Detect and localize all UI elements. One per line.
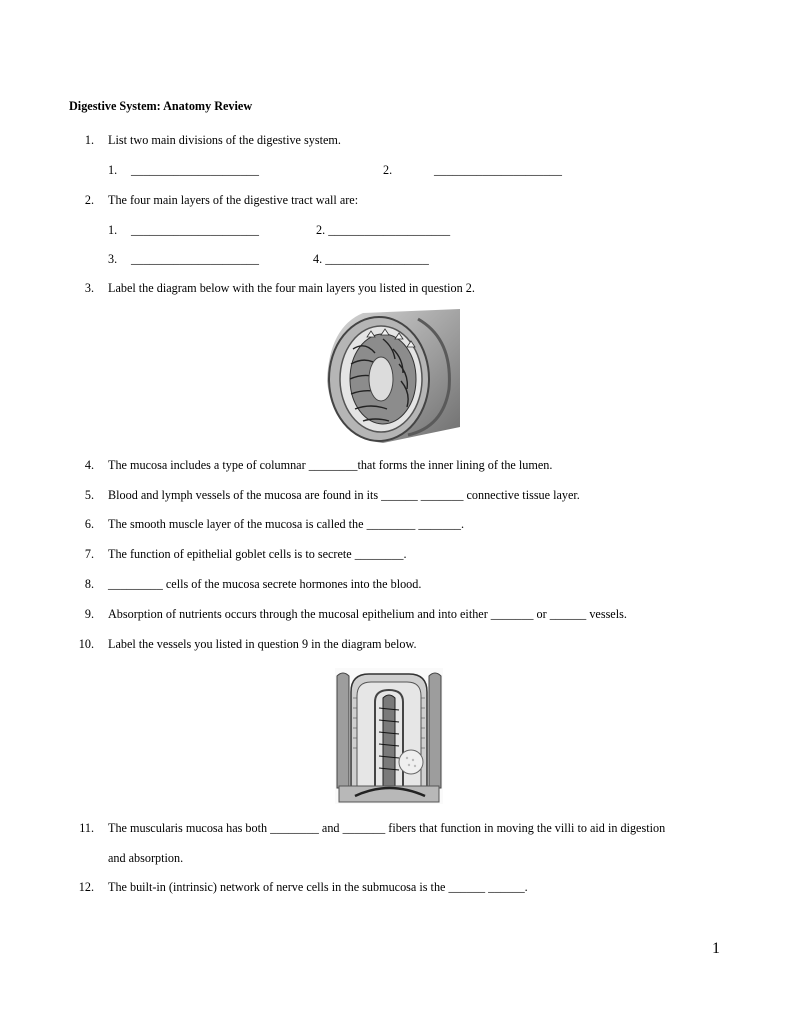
- question-number: 8.: [84, 577, 94, 591]
- question-number: 11.: [79, 821, 94, 835]
- digestive-tract-cross-section-icon: [323, 309, 460, 445]
- question-number: 4.: [84, 458, 94, 472]
- question-number: 2.: [84, 193, 94, 207]
- question-number: 9.: [84, 607, 94, 621]
- question-text: The built-in (intrinsic) network of nerve cells in the submucosa is the ______ ______.: [108, 880, 528, 894]
- question-number: 5.: [84, 488, 94, 502]
- question-number: 3.: [84, 281, 94, 295]
- question-text: _________ cells of the mucosa secrete hormones into the blood.: [108, 577, 422, 591]
- question-number: 10.: [78, 637, 94, 651]
- question-text: The function of epithelial goblet cells is to secrete ________.: [108, 547, 407, 561]
- question-text: Absorption of nutrients occurs through the mucosal epithelium and into either _______ or ______ vessels.: [108, 607, 627, 621]
- question-text-continued: and absorption.: [108, 851, 184, 865]
- answer-label: 1.: [108, 223, 118, 237]
- question-text: The mucosa includes a type of columnar ________that forms the inner lining of the lumen.: [108, 458, 553, 472]
- answer-label: 1.: [108, 163, 118, 177]
- answer-line[interactable]: 4. _________________: [313, 252, 429, 266]
- answer-blank[interactable]: _____________________: [131, 252, 259, 266]
- question-number: 1.: [84, 133, 94, 147]
- page-title: Digestive System: Anatomy Review: [69, 99, 253, 113]
- answer-label: 2.: [383, 163, 393, 177]
- intestinal-villus-diagram-icon: [335, 668, 443, 804]
- question-text: Label the vessels you listed in question 9 in the diagram below.: [108, 637, 417, 651]
- answer-line[interactable]: 2. ____________________: [316, 223, 451, 237]
- question-text: List two main divisions of the digestive system.: [108, 133, 341, 147]
- question-text: Blood and lymph vessels of the mucosa are found in its ______ _______ connective tissue layer.: [108, 488, 580, 502]
- question-text: The muscularis mucosa has both ________ and _______ fibers that function in moving the villi to aid in digestion: [108, 821, 666, 835]
- page-number: 1: [712, 940, 720, 957]
- question-number: 12.: [78, 880, 94, 894]
- answer-blank[interactable]: _____________________: [434, 163, 562, 177]
- answer-label: 3.: [108, 252, 118, 266]
- question-number: 6.: [84, 517, 94, 531]
- question-number: 7.: [84, 547, 94, 561]
- question-text: The four main layers of the digestive tract wall are:: [108, 193, 359, 207]
- question-text: The smooth muscle layer of the mucosa is called the ________ _______.: [108, 517, 465, 531]
- answer-blank[interactable]: _____________________: [131, 223, 259, 237]
- question-text: Label the diagram below with the four main layers you listed in question 2.: [108, 281, 475, 295]
- answer-blank[interactable]: _____________________: [131, 163, 259, 177]
